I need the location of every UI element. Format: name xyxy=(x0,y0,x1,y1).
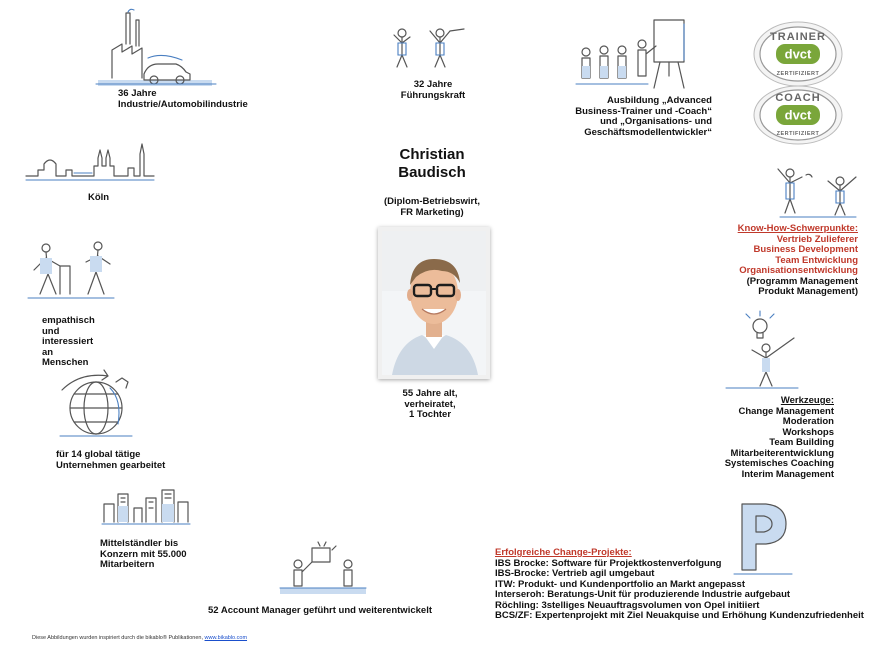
training-line4: Geschäftsmodellentwickler“ xyxy=(584,126,712,138)
coach-badge-logo: dvct xyxy=(784,107,812,123)
project-item: IBS Brocke: Software für Projektkostenverfolgung xyxy=(495,557,722,569)
coach-badge xyxy=(752,84,844,146)
know-how-item: Vertrieb Zulieferer xyxy=(776,233,858,245)
tools-heading: Werkzeuge: xyxy=(780,395,834,406)
empathy-line1: empathisch xyxy=(42,315,95,326)
know-how-item: Team Entwicklung xyxy=(775,254,858,266)
project-item: IBS-Brocke: Vertrieb agil umgebaut xyxy=(495,568,655,579)
city-label: Köln xyxy=(88,192,110,203)
industry-years-line2: Industrie/Automobilindustrie xyxy=(118,98,248,110)
trainer-flipchart-icon xyxy=(574,16,694,94)
footer-link[interactable]: www.bikablo.com xyxy=(204,635,248,641)
account-managers: 52 Account Manager geführt und weiterentwickelt xyxy=(208,605,432,616)
training-line3: und „Organisations- und xyxy=(600,116,712,127)
projects-section xyxy=(495,548,864,622)
factory-car-icon xyxy=(92,8,222,88)
trainer-badge-certified: ZERTIFIZIERT xyxy=(776,71,820,77)
discussion-group-icon xyxy=(276,540,370,596)
company-size xyxy=(100,539,187,571)
trainer-badge-title: TRAINER xyxy=(770,31,826,43)
tools-section xyxy=(660,396,834,480)
know-how-item: Business Development xyxy=(753,244,858,255)
presenting-figures-icon xyxy=(770,163,870,223)
portrait-image xyxy=(382,231,486,375)
empathy-line5: Menschen xyxy=(42,357,89,368)
people-helping-icon xyxy=(26,236,118,304)
industry-years-line1: 36 Jahre xyxy=(118,88,157,99)
training-qualification xyxy=(560,96,712,138)
global-line1: für 14 global tätige xyxy=(56,449,141,460)
person-status xyxy=(378,389,482,421)
empathy-line3: interessiert xyxy=(42,336,94,347)
company-size-line2: Konzern mit 55.000 xyxy=(100,548,187,560)
coach-badge-title: COACH xyxy=(775,92,821,104)
leadership-years-line1: 32 Jahre xyxy=(413,79,453,90)
footer-text: Diese Abbildungen wurden inspiriert durch die bikablo® Publikationen, xyxy=(32,635,205,641)
person-degree xyxy=(362,197,502,218)
tools-item: Interim Management xyxy=(741,468,834,480)
project-item: Interseroh: Beratungs-Unit für produzierende Industrie aufgebaut xyxy=(495,589,791,600)
empathy-line4: an xyxy=(42,346,54,358)
industry-years xyxy=(118,89,248,110)
global-companies xyxy=(56,450,165,471)
trainer-badge xyxy=(752,20,844,88)
person-children: 1 Tochter xyxy=(408,409,452,420)
company-size-line1: Mittelständler bis xyxy=(100,538,179,549)
person-age: 55 Jahre alt, xyxy=(402,388,458,399)
idea-lightbulb-icon xyxy=(722,314,802,390)
person-degree-line2: FR Marketing) xyxy=(400,206,464,218)
trainer-badge-logo: dvct xyxy=(784,46,812,62)
empathy-text xyxy=(42,316,95,369)
tools-item: Mitarbeiterentwicklung xyxy=(730,447,834,459)
tools-item: Change Management xyxy=(738,405,834,417)
global-line2: Unternehmen gearbeitet xyxy=(56,459,166,471)
know-how-heading: Know-How-Schwerpunkte: xyxy=(737,223,858,234)
know-how-item: Organisationsentwicklung xyxy=(739,265,858,276)
empathy-line2: und xyxy=(42,325,60,337)
tools-item: Systemisches Coaching xyxy=(724,458,834,469)
training-line1: Ausbildung „Advanced xyxy=(606,95,712,106)
portrait-photo xyxy=(378,227,490,379)
person-degree-line1: (Diplom-Betriebswirt, xyxy=(383,196,481,207)
coach-badge-certified: ZERTIFIZIERT xyxy=(776,131,820,137)
tools-item: Workshops xyxy=(782,426,834,438)
project-item: BCS/ZF: Expertenprojekt mit Ziel Neuakquise und Erhöhung Kundenzufriedenheit xyxy=(495,610,864,621)
know-how-subitem: Produkt Management) xyxy=(758,286,858,297)
footer-credit xyxy=(32,635,247,641)
leadership-figures-icon xyxy=(388,25,468,70)
project-item: ITW: Produkt- und Kundenportfolio an Markt angepasst xyxy=(495,578,745,590)
tools-item: Moderation xyxy=(782,416,834,427)
company-size-line3: Mitarbeitern xyxy=(100,559,155,570)
know-how-subitem: (Programm Management xyxy=(746,275,858,287)
company-buildings-icon xyxy=(100,486,192,526)
person-last-name: Baudisch xyxy=(398,164,466,181)
leadership-years-line2: Führungskraft xyxy=(400,89,466,101)
person-marital: verheiratet, xyxy=(404,398,456,410)
know-how-section xyxy=(660,224,858,298)
training-line2: Business-Trainer und -Coach“ xyxy=(575,105,712,117)
leadership-years xyxy=(388,80,478,101)
projects-heading: Erfolgreiche Change-Projekte: xyxy=(495,547,632,558)
person-first-name: Christian xyxy=(399,146,465,163)
globe-icon xyxy=(56,366,138,440)
tools-item: Team Building xyxy=(769,437,834,448)
cologne-skyline-icon xyxy=(24,140,156,182)
person-name xyxy=(372,146,492,182)
project-item: Röchling: 3stelliges Neuauftragsvolumen von Opel initiiert xyxy=(495,599,760,611)
